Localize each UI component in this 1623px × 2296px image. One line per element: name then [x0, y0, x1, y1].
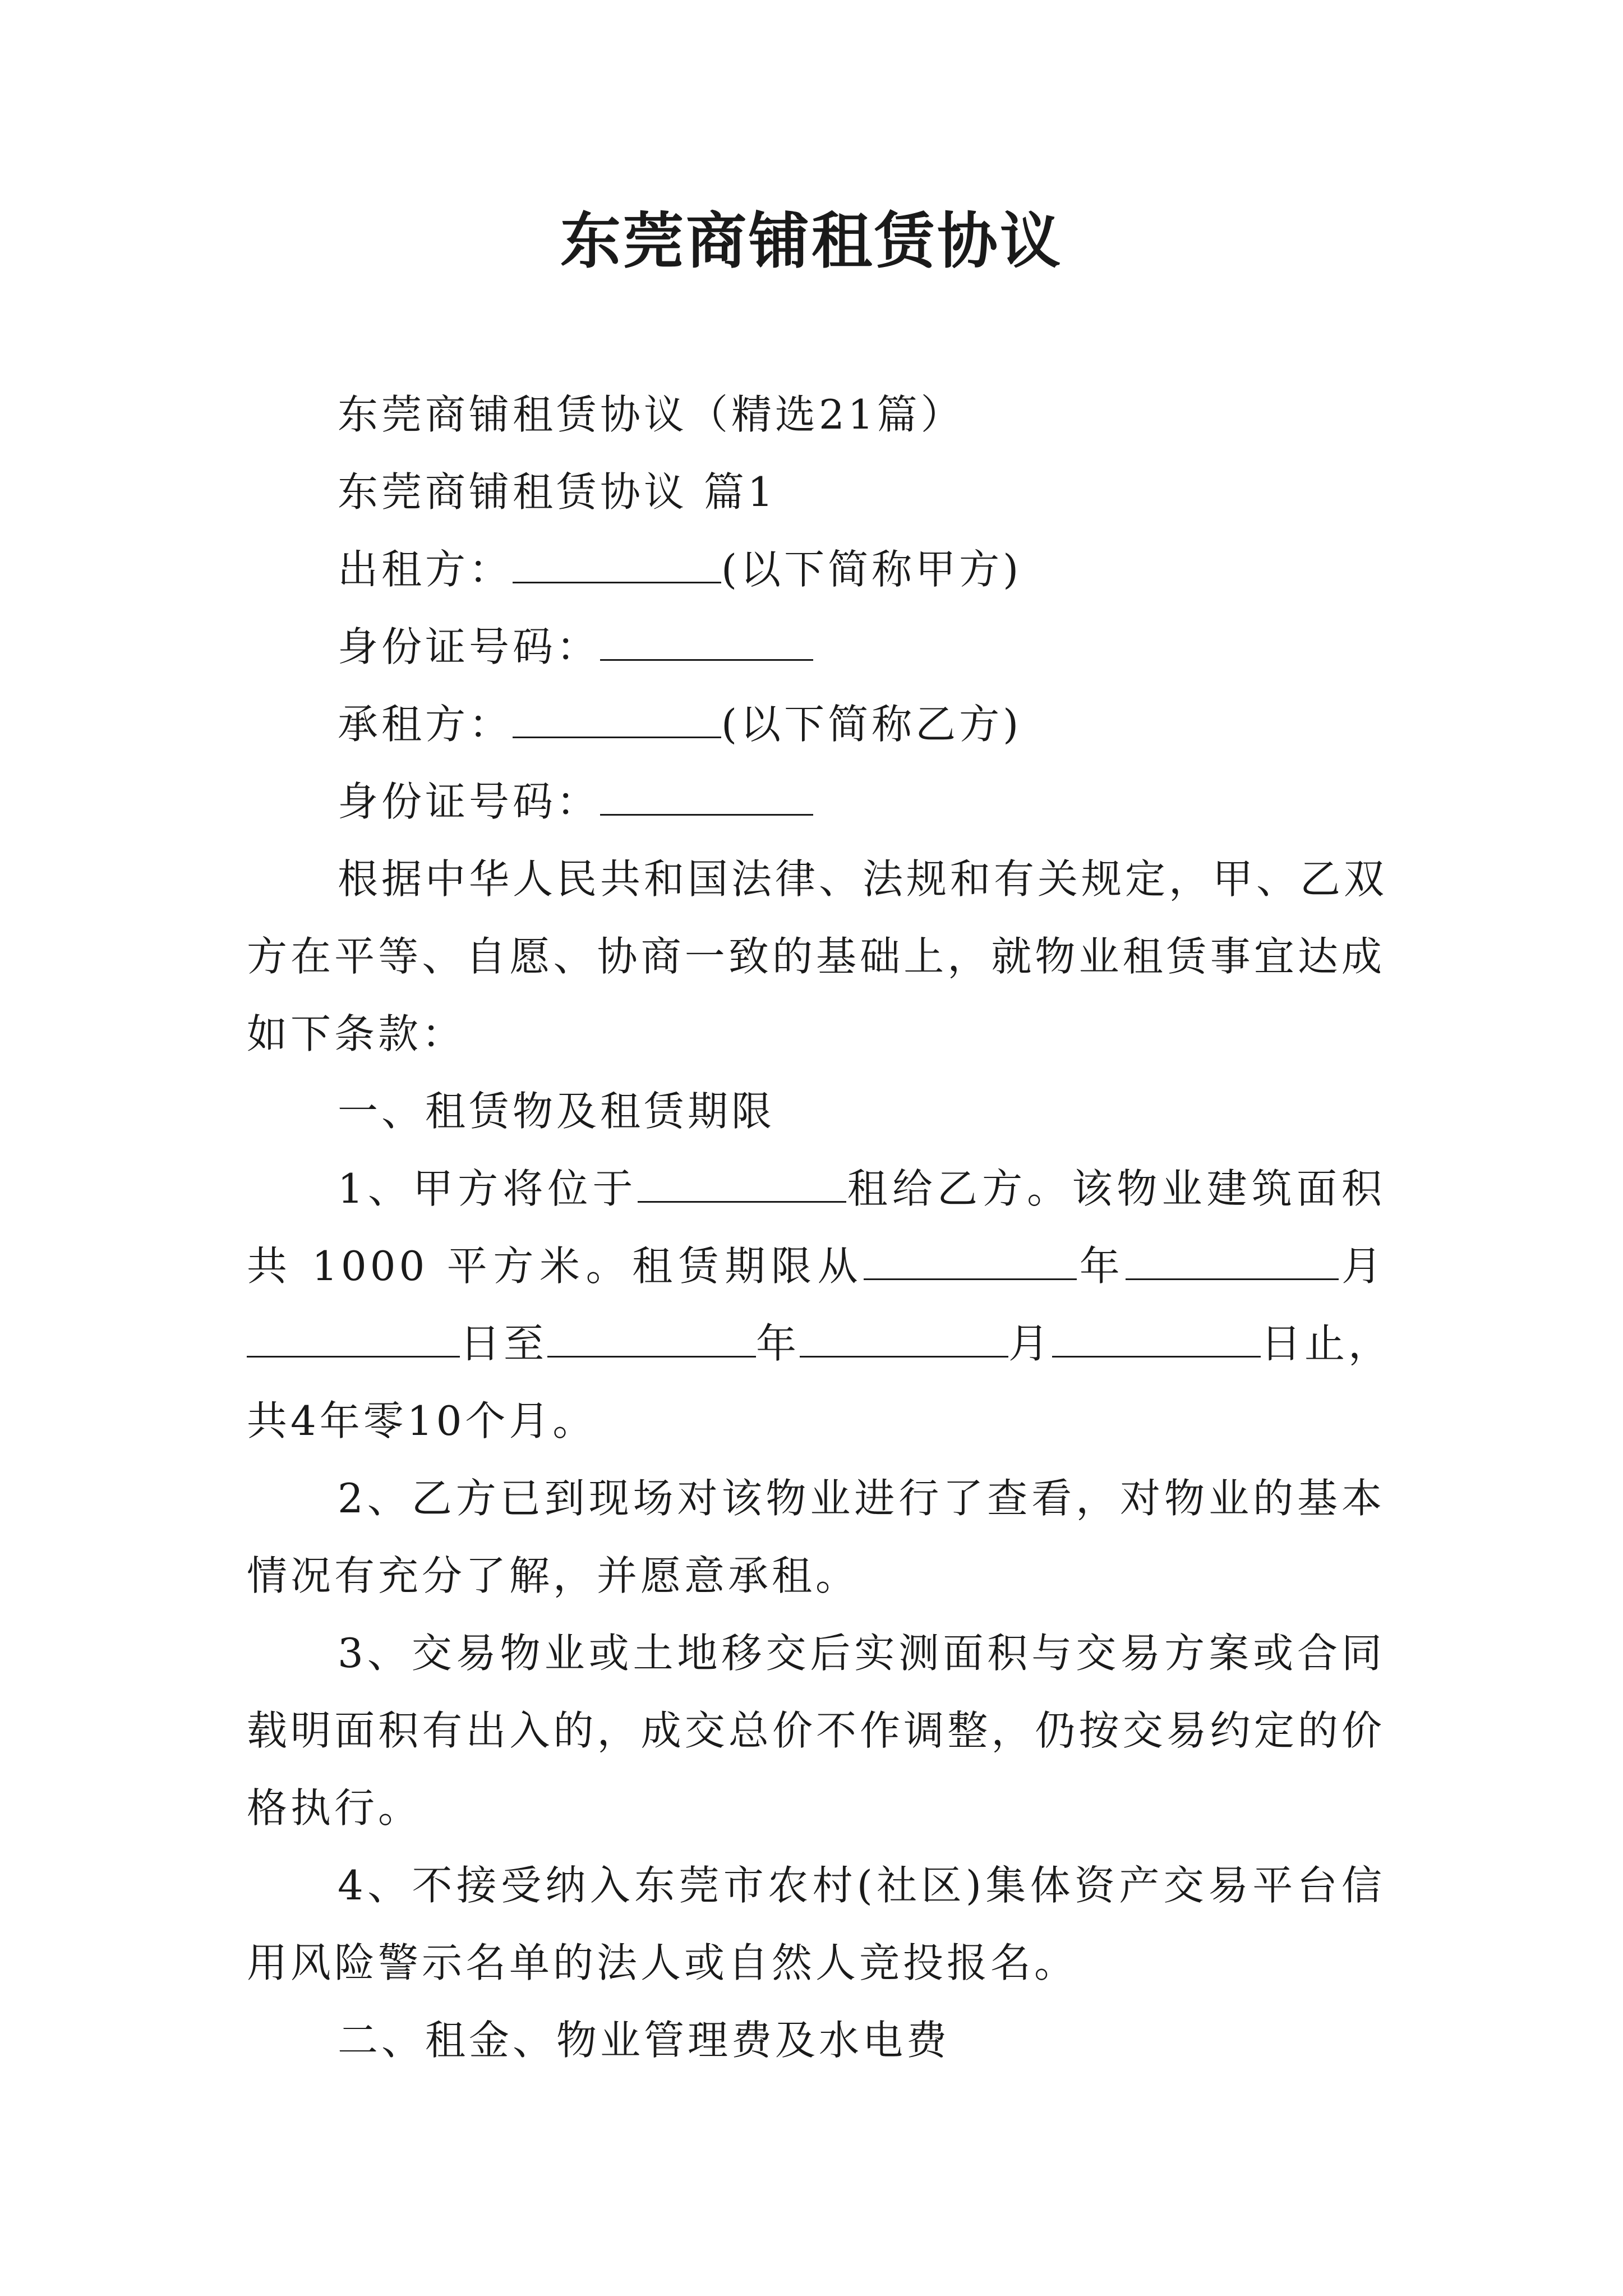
clause4-line: 4、不接受纳入东莞市农村(社区)集体资产交易平台信	[338, 1862, 1385, 1909]
id-blank	[600, 614, 813, 661]
chapter-heading: 东莞商铺租赁协议 篇1	[338, 468, 777, 516]
lessor-blank	[513, 537, 721, 583]
preamble-line: 根据中华人民共和国法律、法规和有关规定，甲、乙双	[338, 855, 1388, 903]
lessee-blank	[513, 692, 721, 738]
clause-text: 1、甲方将位于	[338, 1165, 638, 1212]
clause2-line: 情况有充分了解，并愿意承租。	[247, 1552, 860, 1599]
preamble-line: 方在平等、自愿、协商一致的基础上，就物业租赁事宜达成	[247, 933, 1385, 980]
clause-text: 月	[1339, 1243, 1385, 1290]
clause1-line	[247, 1305, 1393, 1382]
id-label: 身份证号码：	[338, 623, 601, 670]
day-blank	[247, 1311, 460, 1358]
month-blank	[1126, 1234, 1339, 1280]
clause3-line: 格执行。	[247, 1784, 422, 1832]
document-title: 东莞商铺租赁协议	[560, 206, 1063, 277]
lessee-suffix: (以下简称乙方)	[721, 701, 1022, 748]
preamble-line: 如下条款：	[247, 1010, 466, 1057]
day-blank	[1052, 1311, 1261, 1358]
lessor-id-line	[247, 608, 1385, 685]
clause1-line: 共4年零10个月。	[247, 1397, 597, 1444]
location-blank	[638, 1156, 846, 1203]
clause3-line: 载明面积有出入的，成交总价不作调整，仍按交易约定的价	[247, 1707, 1385, 1754]
section-heading: 一、租赁物及租赁期限	[338, 1088, 776, 1135]
clause-text: 共 1000 平方米。租赁期限从	[247, 1243, 864, 1290]
clause1-line	[247, 1227, 1385, 1305]
document-body	[247, 376, 1393, 2079]
clause-text: 年	[756, 1320, 800, 1367]
lessor-suffix: (以下简称甲方)	[721, 546, 1022, 593]
lessee-label: 承租方：	[338, 701, 513, 748]
id-label: 身份证号码：	[338, 778, 601, 825]
lessee-line	[247, 685, 1385, 763]
section-heading: 二、租金、物业管理费及水电费	[338, 2017, 951, 2064]
lessee-id-line	[247, 763, 1385, 840]
id-blank	[600, 769, 813, 816]
clause-text: 月	[1008, 1320, 1053, 1367]
month-blank	[800, 1311, 1008, 1358]
clause-text: 年	[1077, 1243, 1126, 1290]
year-blank	[864, 1234, 1077, 1280]
clause3-line: 3、交易物业或土地移交后实测面积与交易方案或合同	[338, 1630, 1385, 1677]
clause1-line	[247, 1150, 1385, 1227]
clause2-line: 2、乙方已到现场对该物业进行了查看，对物业的基本	[338, 1475, 1385, 1522]
clause-text: 租给乙方。该物业建筑面积	[846, 1165, 1385, 1212]
year-blank	[547, 1311, 756, 1358]
clause-text: 日至	[460, 1320, 548, 1367]
clause4-line: 用风险警示名单的法人或自然人竞投报名。	[247, 1939, 1078, 1986]
clause-text: 日止，	[1261, 1320, 1393, 1367]
lessor-line	[247, 531, 1385, 608]
subtitle: 东莞商铺租赁协议（精选21篇）	[338, 391, 965, 438]
lessor-label: 出租方：	[338, 546, 513, 593]
